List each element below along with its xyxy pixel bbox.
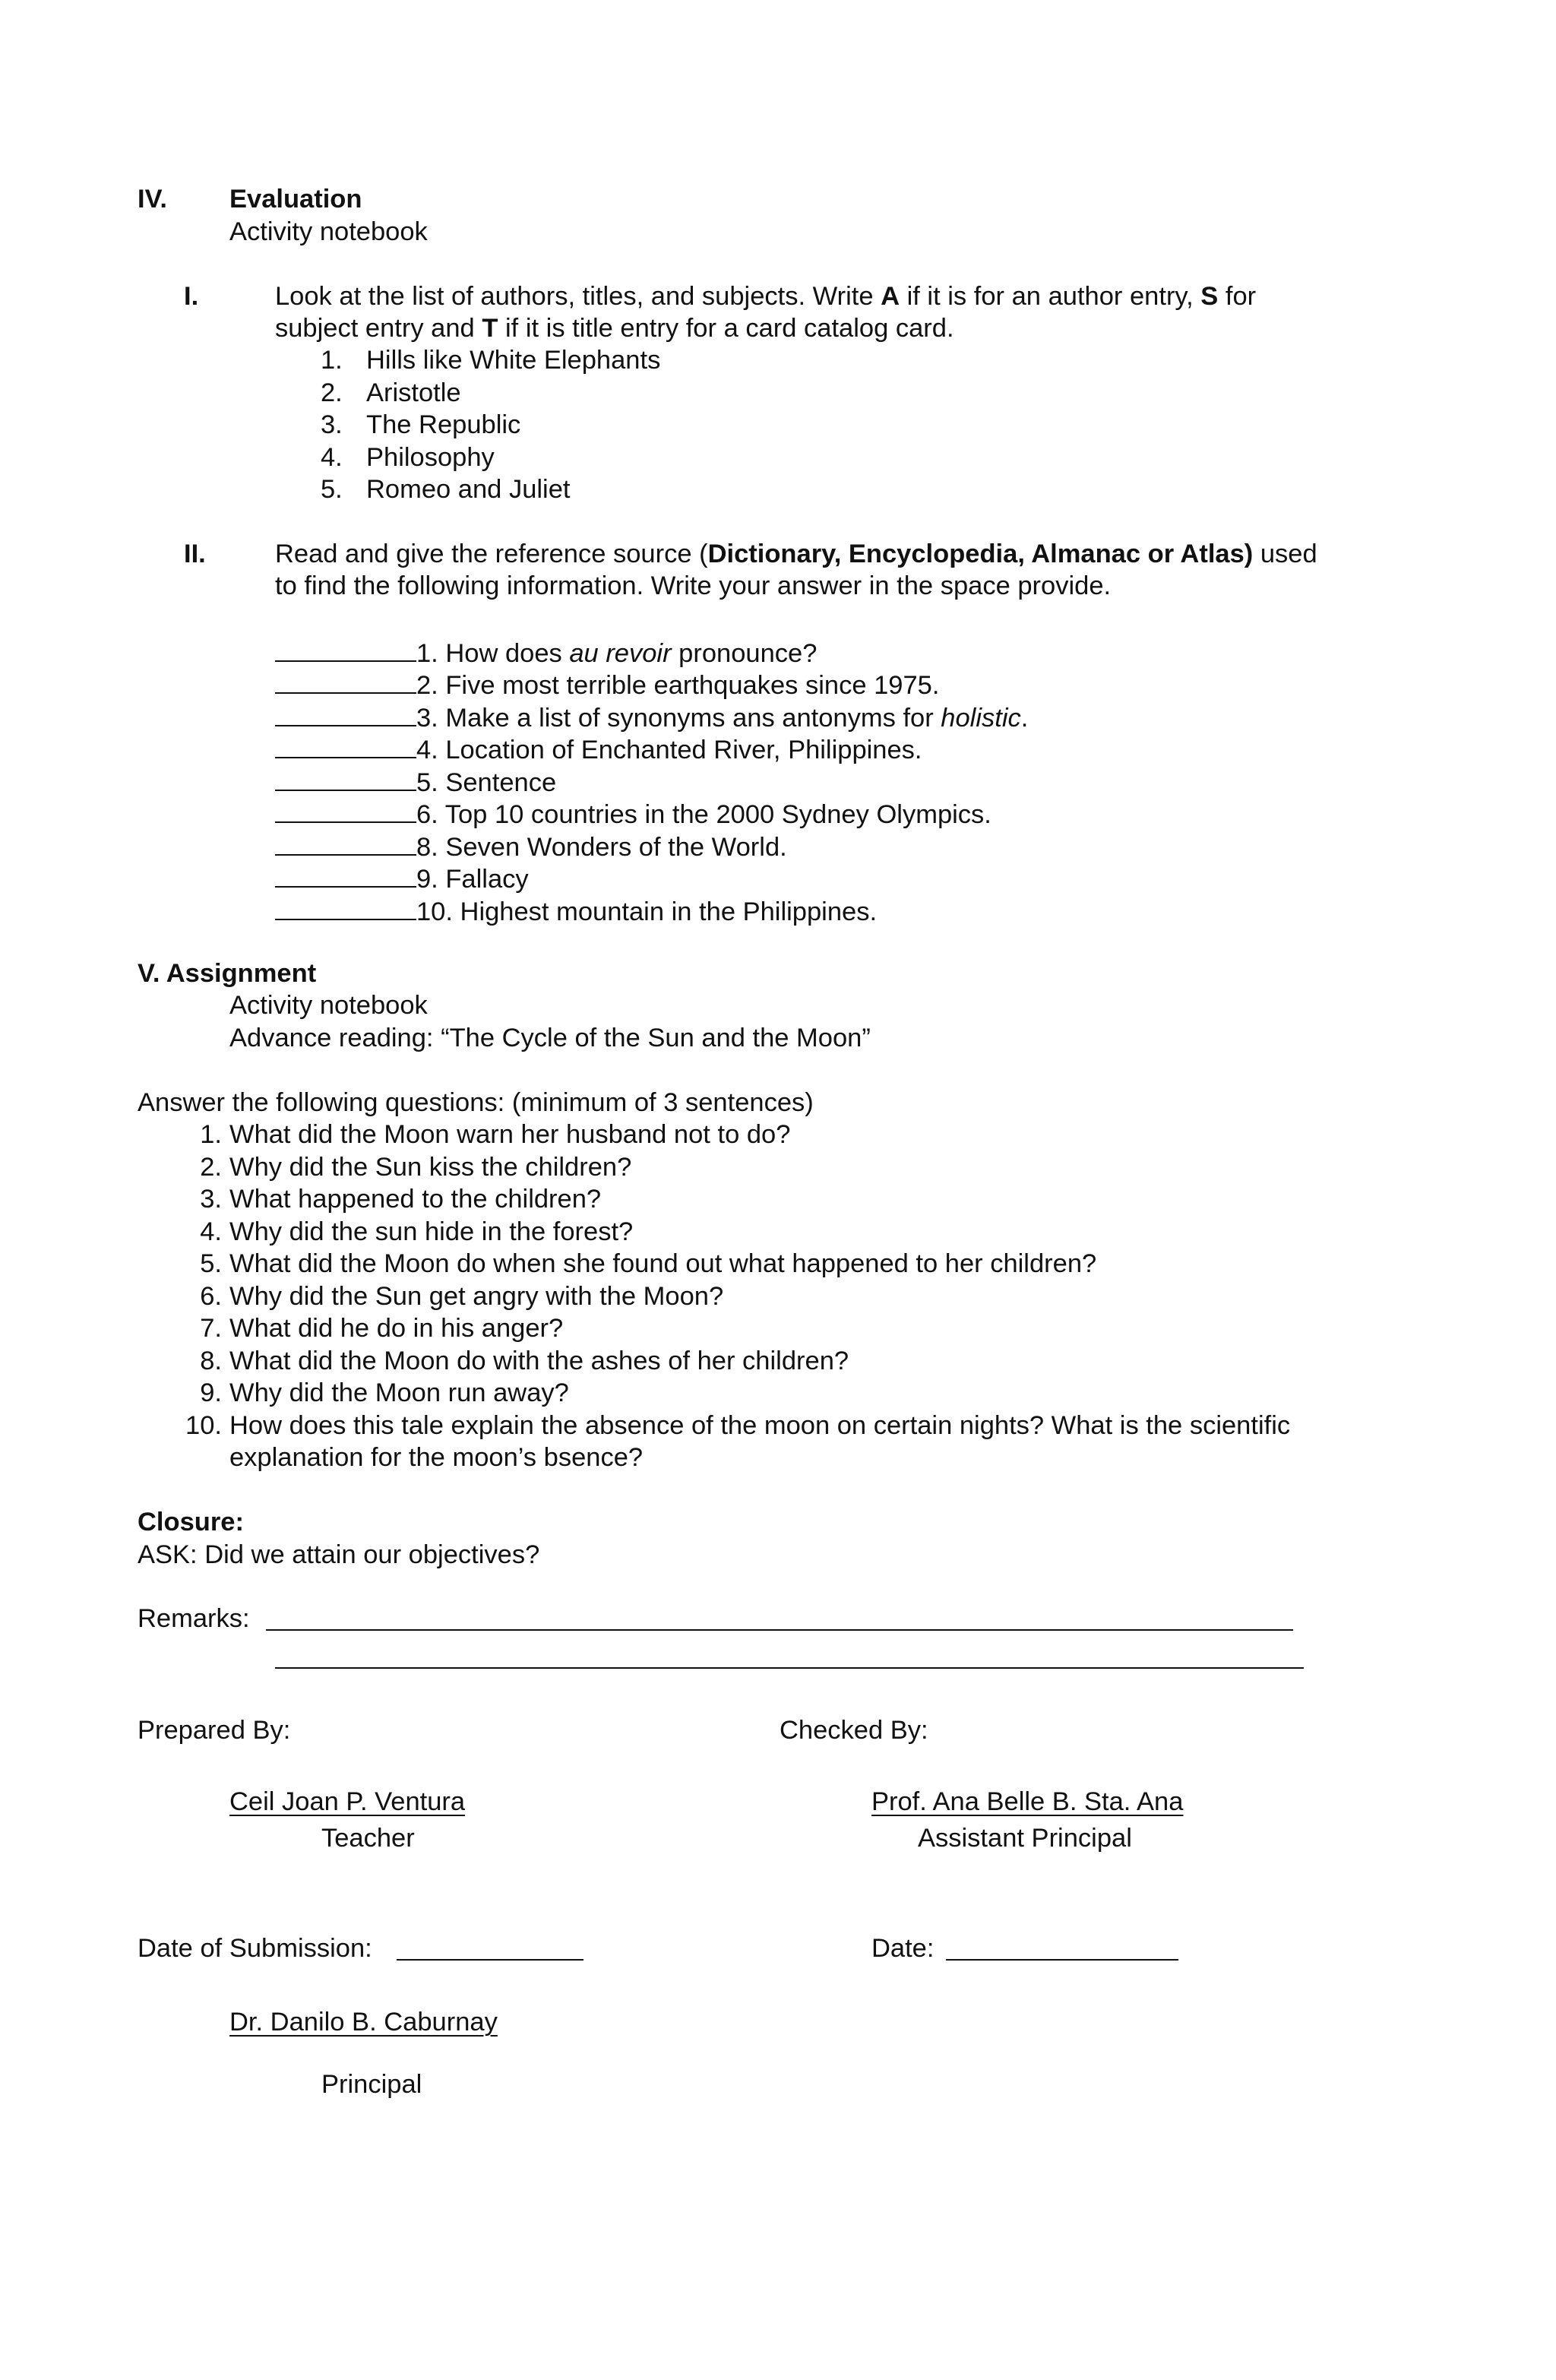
section-title: Evaluation xyxy=(229,185,362,214)
answer-blank[interactable] xyxy=(275,828,416,856)
list-text: Philosophy xyxy=(366,443,495,472)
answer-item xyxy=(275,731,922,766)
answer-text: 3. Make a list of synonyms ans antonyms for xyxy=(416,704,941,733)
answer-text: 1. How does xyxy=(416,639,570,668)
instr-text: Read and give the reference source ( xyxy=(275,540,708,568)
question-number: 8. xyxy=(200,1347,222,1375)
instr-text: for xyxy=(1218,282,1257,311)
date-line[interactable] xyxy=(946,1959,1178,1961)
answer-text: . xyxy=(1020,704,1029,733)
answer-item xyxy=(275,860,529,895)
answer-text: 5. Sentence xyxy=(416,768,557,797)
question-number: 2. xyxy=(200,1153,222,1182)
answer-item xyxy=(275,764,556,799)
question-item xyxy=(200,1183,602,1215)
list-item xyxy=(321,377,461,409)
list-item xyxy=(321,409,520,441)
instr-bold: A xyxy=(881,282,900,311)
question-number: 7. xyxy=(200,1314,222,1343)
question-number: 4. xyxy=(200,1217,222,1246)
answer-item xyxy=(275,796,991,831)
remarks-line[interactable] xyxy=(275,1667,1304,1669)
answer-item xyxy=(275,893,877,928)
answer-text: 4. Location of Enchanted River, Philippines. xyxy=(416,736,922,764)
list-text: Romeo and Juliet xyxy=(366,475,571,504)
question-text: Why did the sun hide in the forest? xyxy=(229,1217,634,1246)
question-number: 5. xyxy=(200,1249,222,1278)
closure-title: Closure: xyxy=(138,1508,244,1537)
checked-by-label: Checked By: xyxy=(780,1716,928,1745)
assignment-title: V. Assignment xyxy=(138,959,317,988)
question-text: What did the Moon do with the ashes of her children? xyxy=(229,1347,849,1375)
principal-role: Principal xyxy=(321,2070,422,2099)
question-text: What did he do in his anger? xyxy=(229,1314,564,1343)
answer-blank[interactable] xyxy=(275,893,416,920)
preparer-role: Teacher xyxy=(321,1824,415,1853)
question-item xyxy=(185,1410,1291,1442)
answer-item xyxy=(275,635,817,669)
answer-text: 10. Highest mountain in the Philippines. xyxy=(416,897,878,926)
list-number: 1. xyxy=(321,346,343,375)
answer-blank[interactable] xyxy=(275,764,416,791)
question-item xyxy=(200,1119,791,1150)
answer-blank[interactable] xyxy=(275,731,416,758)
assignment-prompt: Answer the following questions: (minimum of 3 sentences) xyxy=(138,1088,814,1117)
answer-item xyxy=(275,666,939,701)
list-item xyxy=(321,442,495,473)
answer-blank[interactable] xyxy=(275,635,416,662)
list-text: Hills like White Elephants xyxy=(366,346,661,375)
instr-text: subject entry and xyxy=(275,314,482,343)
instr-text: Look at the list of authors, titles, and subjects. Write xyxy=(275,282,881,311)
prepared-by-label: Prepared By: xyxy=(138,1716,291,1745)
list-number: 2. xyxy=(321,378,343,407)
question-number: 9. xyxy=(200,1378,222,1407)
question-number: 10. xyxy=(185,1411,222,1440)
question-item xyxy=(200,1377,569,1409)
instr-bold: S xyxy=(1200,282,1219,311)
section-numeral: IV. xyxy=(138,185,168,214)
instr-text: if it is title entry for a card catalog card. xyxy=(498,314,954,343)
question-text: What did the Moon do when she found out what happened to her children? xyxy=(229,1249,1097,1278)
instr-bold: T xyxy=(482,314,498,343)
answer-italic: holistic xyxy=(941,704,1021,733)
question-number: 6. xyxy=(200,1282,222,1311)
question-number: 1. xyxy=(200,1120,222,1149)
answer-item xyxy=(275,828,787,863)
instr-bold: Dictionary, Encyclopedia, Almanac or Atlas) xyxy=(707,540,1254,568)
checker-role: Assistant Principal xyxy=(918,1824,1132,1853)
question-item xyxy=(200,1216,634,1248)
assignment-line: Advance reading: “The Cycle of the Sun and the Moon” xyxy=(229,1024,871,1052)
list-text: Aristotle xyxy=(366,378,461,407)
question-number: 3. xyxy=(200,1185,222,1214)
question-text: What did the Moon warn her husband not to do? xyxy=(229,1120,791,1149)
answer-blank[interactable] xyxy=(275,860,416,888)
question-text: Why did the Sun kiss the children? xyxy=(229,1153,632,1182)
instr-text: used xyxy=(1253,540,1317,568)
question-continuation: explanation for the moon’s bsence? xyxy=(229,1443,644,1472)
part-instructions-line2: to find the following information. Write your answer in the space provide. xyxy=(275,571,1112,600)
list-item xyxy=(321,344,660,376)
checker-name: Prof. Ana Belle B. Sta. Ana xyxy=(871,1787,1184,1816)
answer-blank[interactable] xyxy=(275,666,416,694)
instr-text: if it is for an author entry, xyxy=(900,282,1201,311)
part-numeral: I. xyxy=(184,282,199,311)
closure-ask: ASK: Did we attain our objectives? xyxy=(138,1540,540,1569)
answer-text: 6. Top 10 countries in the 2000 Sydney Olympics. xyxy=(416,800,991,829)
section-subtitle: Activity notebook xyxy=(229,217,428,246)
answer-text: 8. Seven Wonders of the World. xyxy=(416,833,787,862)
list-text: The Republic xyxy=(366,410,521,439)
question-item xyxy=(200,1345,849,1377)
question-text: Why did the Sun get angry with the Moon? xyxy=(229,1282,724,1311)
part-instructions-line1 xyxy=(275,538,1317,570)
question-item xyxy=(200,1312,564,1344)
answer-text: 9. Fallacy xyxy=(416,865,529,894)
question-item xyxy=(200,1280,724,1312)
remarks-label: Remarks: xyxy=(138,1604,250,1633)
question-text: What happened to the children? xyxy=(229,1185,602,1214)
preparer-name: Ceil Joan P. Ventura xyxy=(229,1787,466,1816)
principal-name: Dr. Danilo B. Caburnay xyxy=(229,2008,498,2037)
submission-date-line[interactable] xyxy=(397,1959,584,1961)
part-instructions-line1 xyxy=(275,280,1256,312)
question-text: Why did the Moon run away? xyxy=(229,1378,569,1407)
question-item xyxy=(200,1248,1097,1280)
list-number: 4. xyxy=(321,443,343,472)
answer-text: pronounce? xyxy=(671,639,818,668)
answer-italic: au revoir xyxy=(569,639,672,668)
answer-item xyxy=(275,699,1028,734)
answer-blank[interactable] xyxy=(275,796,416,823)
remarks-line[interactable] xyxy=(266,1629,1293,1631)
question-item xyxy=(200,1151,632,1183)
list-number: 3. xyxy=(321,410,343,439)
answer-blank[interactable] xyxy=(275,699,416,726)
date-label: Date: xyxy=(871,1934,935,1963)
list-number: 5. xyxy=(321,475,343,504)
part-instructions-line2 xyxy=(275,312,954,344)
list-item xyxy=(321,473,571,505)
question-text: How does this tale explain the absence of the moon on certain nights? What is the scientific xyxy=(229,1411,1291,1440)
assignment-line: Activity notebook xyxy=(229,991,428,1020)
answer-text: 2. Five most terrible earthquakes since 1975. xyxy=(416,671,940,700)
submission-date-label: Date of Submission: xyxy=(138,1934,372,1963)
part-numeral: II. xyxy=(184,540,206,568)
